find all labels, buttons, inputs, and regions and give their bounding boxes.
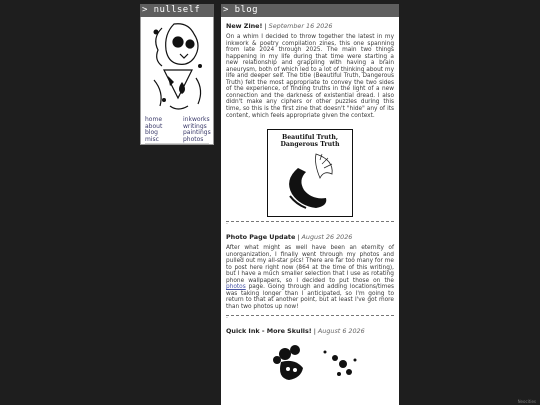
nav-link-photos[interactable]: photos [183,135,204,143]
skull-ink-image [255,342,365,382]
blog-post [226,22,394,228]
post-text: On a whim I decided to throw together the latest in my inkwork & poetry compilation zines, this one spanning from late 2024 through 2025. The main two things happening in my life during that time were starting a new relationship and grappling with having a brain aneurysm, both of which led to a lot of thinking about my life and deeper self. The title (Beautiful Truth, Dangerous Truth) felt the most appropriate to convey the two sides of the experience, of finding truths in the light of a new connection and the darkness of existential dread. I also didn't make any ciphers or other puzzles during this time, so this is the first zine that doesn't "hide" any of its content, which feels appropriate given the context. [226,34,394,119]
title-separator: | [313,326,318,335]
photos-link[interactable]: photos [226,284,246,291]
post-text-before: After what might as well have been an eternity of unorganization, I finally went through my photos and pulled out my all-star pics! There are far too many for me to post here right now (864 at the time of this writing), but I have a much smaller selection that I use as rotating phone wallpapers, so I decided to put those on the [226,245,394,284]
post-divider: - [226,315,394,322]
zine-cover-image [267,129,353,217]
zine-cover-title: Beautiful Truth, Dangerous Truth [280,134,340,149]
blog-header: > blog [221,4,399,17]
nav-link-misc[interactable]: misc [145,135,159,143]
blog-body[interactable] [221,17,399,405]
post-title-line [226,327,394,336]
nav-link-about[interactable]: about [145,122,163,130]
post-title: Photo Page Update [226,233,296,242]
sidebar-box [140,17,214,145]
nav-divider [145,143,209,144]
nav-link-writings[interactable]: writings [183,122,207,130]
nav-link-inkworks[interactable]: inkworks [183,116,210,123]
blog-post [226,233,394,321]
skull-logo-image [144,20,210,115]
post-text-after: page. Going through and adding locations/times was taking longer than I anticipated, so I'm going to return to that at another point, but at least I've got more than two photos up now! [226,284,394,311]
nav-column-right [183,117,215,143]
post-title: New Zine! [226,22,263,30]
post-title-line [226,233,394,242]
blog-post [226,327,394,382]
nav-link-home[interactable]: home [145,116,163,123]
nav-link-blog[interactable]: blog [145,129,158,137]
blog-panel [221,4,399,405]
post-divider: - [226,221,394,228]
nav-column-left [145,117,177,143]
post-title: Quick Ink - More Skulls! [226,326,312,335]
corner-badge[interactable]: Neocities [517,399,536,404]
post-title-line [226,22,394,31]
post-date: August 6 2026 [317,326,365,335]
zine-artwork-image [276,150,344,212]
post-date: September 16 2026 [268,22,333,30]
sidebar [140,4,214,145]
sidebar-header: > nullself [140,4,214,17]
title-separator: | [297,233,302,242]
nav-link-paintings[interactable]: paintings [183,129,211,137]
post-text [226,245,394,310]
post-date: August 26 2026 [301,233,353,242]
title-separator: | [264,22,269,30]
